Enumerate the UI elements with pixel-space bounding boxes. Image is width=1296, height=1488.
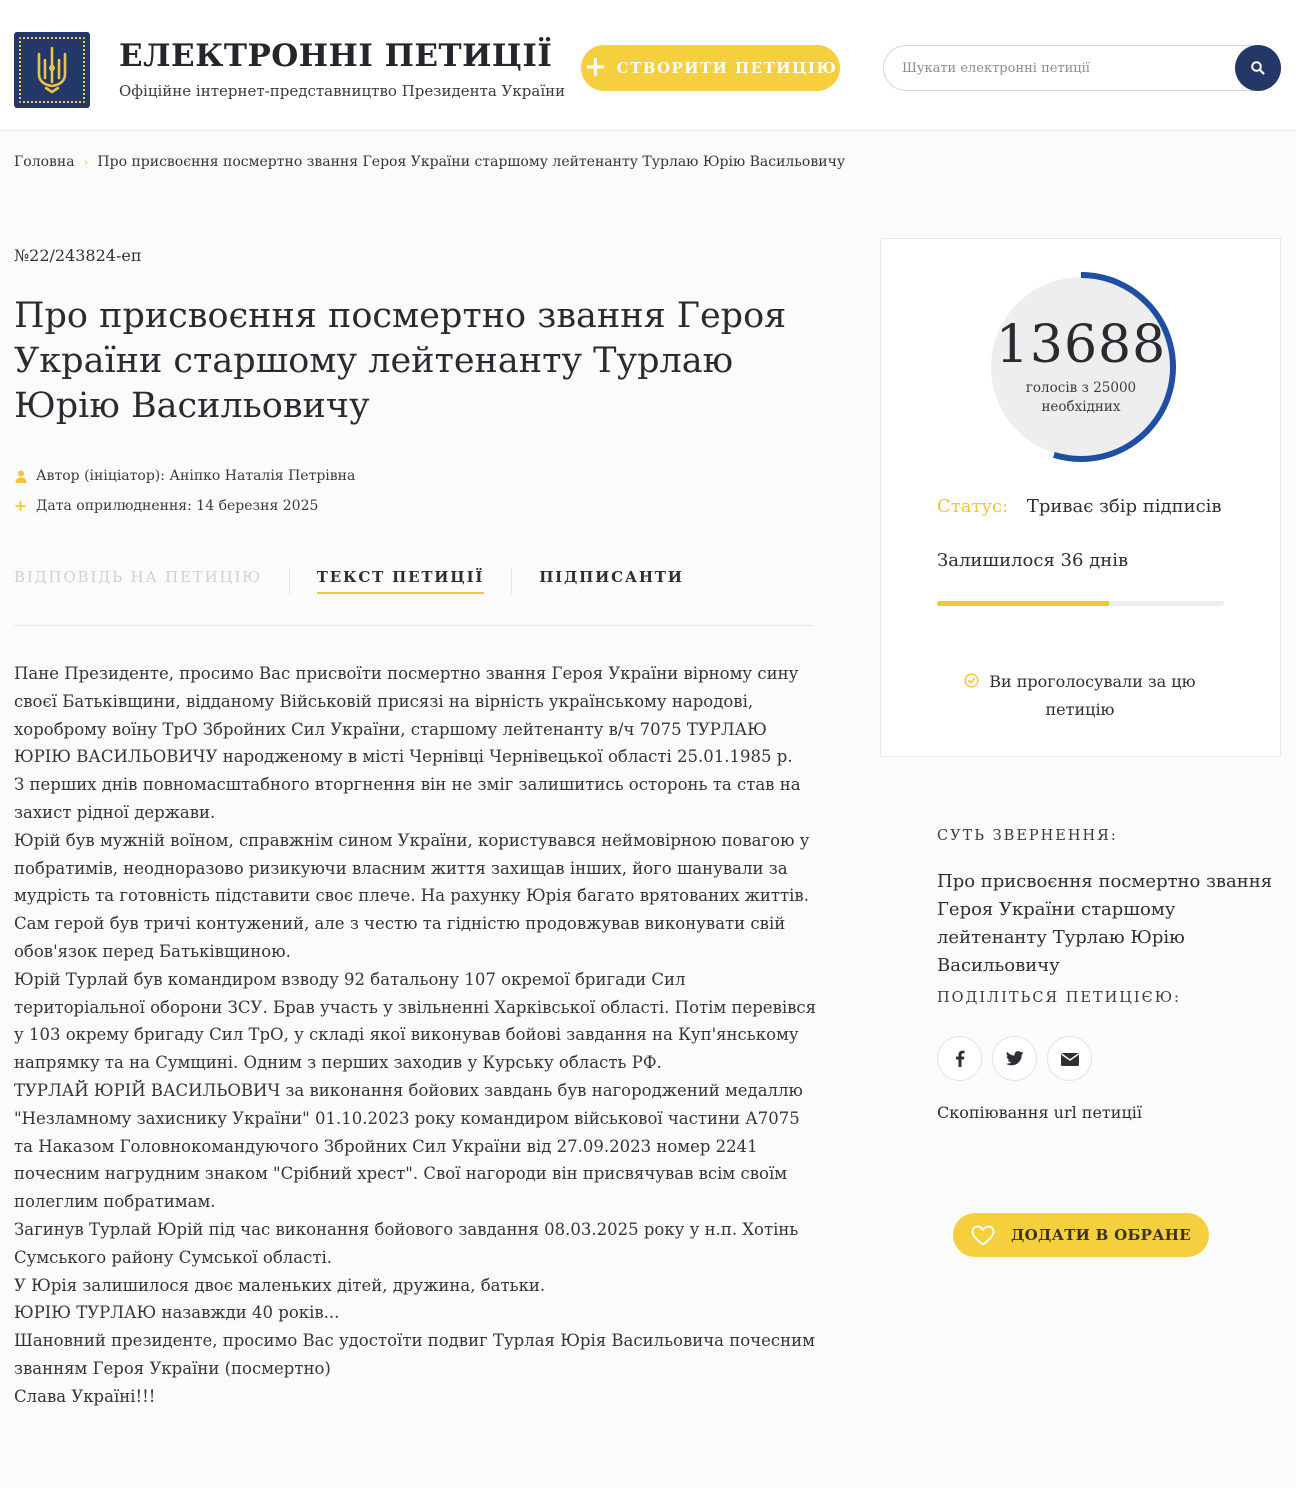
time-progress-fill <box>937 601 1109 606</box>
status-value: Триває збір підписів <box>1026 496 1222 517</box>
tab-divider <box>511 568 512 594</box>
tab-signatories[interactable]: ПІДПИСАНТИ <box>539 568 684 586</box>
user-icon <box>14 470 27 483</box>
petition-body <box>14 660 820 1411</box>
petition-paragraph: Загинув Турлай Юрій під час виконання бойового завдання 08.03.2025 року у н.п. Хотінь Сумського району Сумської області. <box>14 1219 799 1267</box>
create-petition-label: СТВОРИТИ ПЕТИЦІЮ <box>616 59 838 77</box>
status-label: Статус: <box>937 496 1009 517</box>
petition-status <box>937 496 1222 517</box>
share-facebook-button[interactable] <box>937 1036 982 1081</box>
vote-counter <box>985 271 1177 463</box>
plus-icon: + <box>13 496 28 515</box>
site-subtitle: Офіційне інтернет-представництво Президента України <box>119 82 566 100</box>
date-text: Дата оприлюднення: 14 березня 2025 <box>36 497 319 514</box>
voted-text: Ви проголосували за цю петицію <box>989 672 1196 719</box>
petition-tabs <box>14 568 684 602</box>
essence-heading: СУТЬ ЗВЕРНЕННЯ: <box>937 828 1118 844</box>
share-buttons <box>937 1036 1092 1081</box>
plus-icon: + <box>583 49 609 83</box>
add-to-favorites-label: ДОДАТИ В ОБРАНЕ <box>1011 1226 1191 1244</box>
search-bar <box>883 45 1281 91</box>
coat-of-arms-logo[interactable] <box>14 32 90 108</box>
vote-count-caption: голосів з 25000 необхідних <box>1025 380 1137 415</box>
tab-divider <box>289 568 290 594</box>
share-email-button[interactable] <box>1047 1036 1092 1081</box>
petition-title: Про присвоєння посмертно звання Героя України старшому лейтенанту Турлаю Юрію Васильовичу <box>14 296 787 426</box>
search-icon <box>1250 60 1266 76</box>
petition-paragraph: Юрій був мужній воїном, справжнім сином України, користувався неймовірною повагою у побратимів, неодноразово ризикуючи власним життя захищав інших, його шанували за мудрість та готовність підставити своє плече. На рахунку Юрія багато врятованих життів. Сам герой був тричі контужений, але з честю та гідністю продовжував виконувати свій обов'язок перед Батьківщиною. <box>14 830 810 961</box>
petition-paragraph: У Юрія залишилося двоє маленьких дітей, дружина, батьки. <box>14 1275 546 1295</box>
breadcrumb-home-link[interactable]: Головна <box>14 154 75 170</box>
facebook-icon <box>955 1050 965 1067</box>
trident-icon <box>19 37 85 103</box>
petition-paragraph: Пане Президенте, просимо Вас присвоїти посмертно звання Героя України вірному сину своєї Батьківщини, відданому Військовій присязі на вірність українському народові, хороброму воїну ТрО Збройних Сил України, старшому лейтенанту в/ч 7075 ТУРЛАЮ ЮРІЮ ВАСИЛЬОВИЧУ народженому в місті Чернівці Чернівецької області 25.01.1985 р. <box>14 664 799 767</box>
petition-author <box>14 468 355 484</box>
share-twitter-button[interactable] <box>992 1036 1037 1081</box>
check-circle-icon <box>964 673 984 691</box>
petition-date <box>14 496 318 515</box>
content-divider <box>14 625 814 626</box>
voted-message <box>960 668 1200 724</box>
petition-paragraph: Слава Україні!!! <box>14 1386 156 1406</box>
petition-paragraph: Шановний президенте, просимо Вас удостоїти подвиг Турлая Юрія Васильовича почесним званням Героя України (посмертно) <box>14 1331 815 1378</box>
vote-count: 13688 <box>995 315 1167 375</box>
search-button[interactable] <box>1235 45 1281 91</box>
copy-url-link[interactable]: Скопіювання url петиції <box>937 1103 1142 1122</box>
envelope-icon <box>1061 1052 1079 1066</box>
days-remaining: Залишилося 36 днів <box>937 550 1129 571</box>
heart-icon <box>971 1225 995 1246</box>
time-progress-bar <box>937 601 1224 606</box>
petition-paragraph: З перших днів повномасштабного вторгнення він не зміг залишитись осторонь та став на захист рідної держави. <box>14 775 801 822</box>
twitter-icon <box>1006 1051 1024 1066</box>
petition-paragraph: ЮРІЮ ТУРЛАЮ назавжди 40 років... <box>14 1303 340 1323</box>
add-to-favorites-button[interactable] <box>953 1213 1209 1257</box>
chevron-right-icon: › <box>83 155 89 169</box>
author-text: Автор (ініціатор): Аніпко Наталія Петрівна <box>36 468 356 484</box>
create-petition-button[interactable] <box>581 45 840 91</box>
tab-answer[interactable]: ВІДПОВІДЬ НА ПЕТИЦІЮ <box>14 568 262 586</box>
site-header <box>0 0 1296 131</box>
breadcrumb <box>14 154 845 170</box>
petition-paragraph: ТУРЛАЙ ЮРІЙ ВАСИЛЬОВИЧ за виконання бойових завдань був нагороджений медаллю "Незламному захиснику України" 01.10.2023 року командиром військової частини А7075 та Наказом Головнокомандуючого Збройних Сил України від 27.09.2023 номер 2241 почесним нагрудним знаком "Срібний хрест". Свої нагороди він присвячував всім своїм полеглим побратимам. <box>14 1080 803 1212</box>
petition-number: №22/243824-еп <box>14 246 142 265</box>
petition-paragraph: Юрій Турлай був командиром взводу 92 батальону 107 окремої бригади Сил територіальної оборони ЗСУ. Брав участь у звільненні Харківської області. Потім перевівся у 103 окрему бригаду Сил ТрО, у складі якої виконував бойові завдання на Куп'янському напрямку та на Сумщині. Одним з перших заходив у Курську область РФ. <box>14 969 817 1073</box>
site-title[interactable]: ЕЛЕКТРОННІ ПЕТИЦІЇ <box>119 38 553 74</box>
breadcrumb-current: Про присвоєння посмертно звання Героя України старшому лейтенанту Турлаю Юрію Васильовичу <box>97 154 846 170</box>
essence-text: Про присвоєння посмертно звання Героя України старшому лейтенанту Турлаю Юрію Васильовичу <box>937 871 1273 976</box>
share-heading: ПОДІЛІТЬСЯ ПЕТИЦІЄЮ: <box>937 990 1181 1006</box>
search-input[interactable] <box>902 58 1232 78</box>
tab-petition-text[interactable]: ТЕКСТ ПЕТИЦІЇ <box>317 568 484 594</box>
